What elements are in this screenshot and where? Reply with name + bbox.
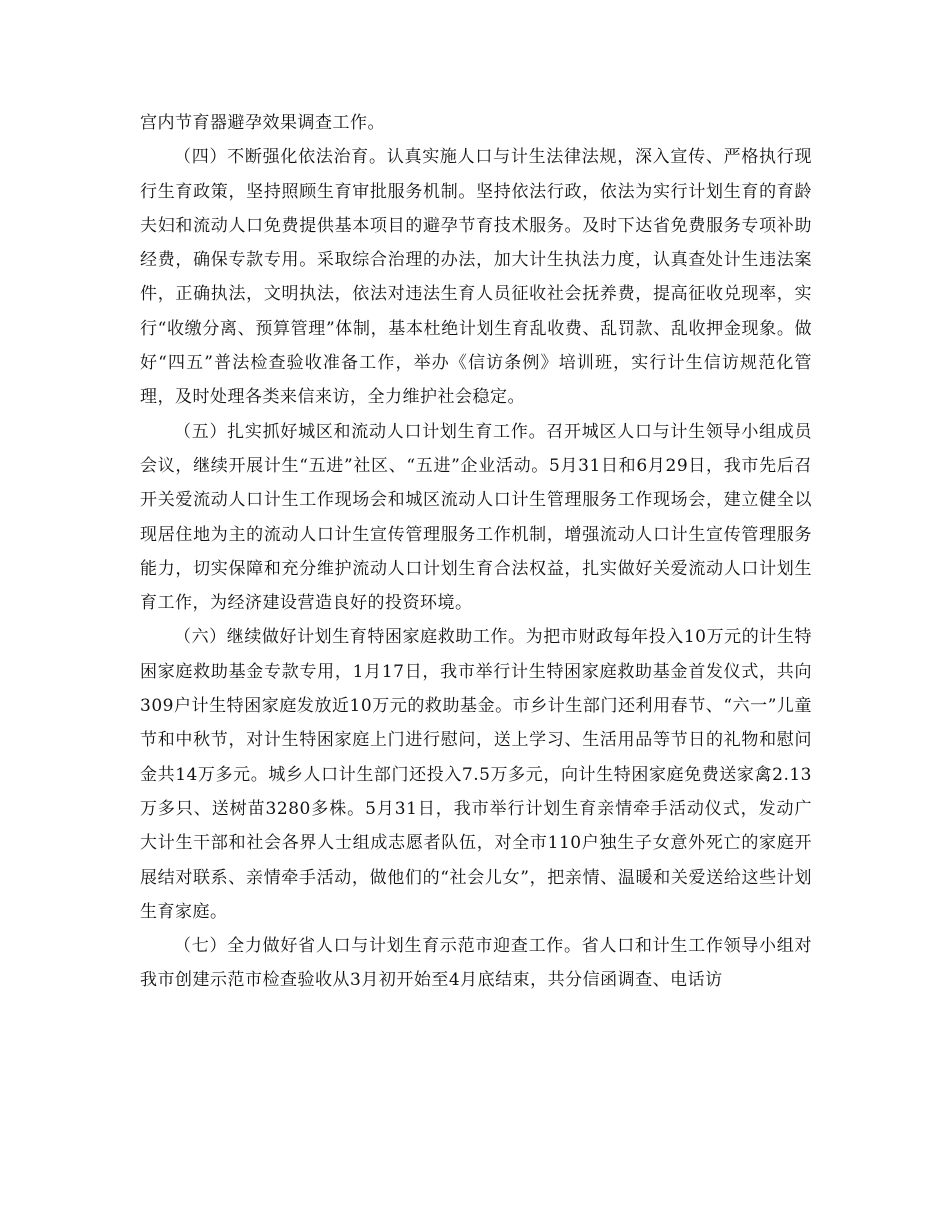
- document-body: [140, 106, 812, 998]
- paragraph-section-5: （五）扎实抓好城区和流动人口计划生育工作。召开城区人口与计生领导小组成员会议，继续开展计生“五进”社区、“五进”企业活动。5月31日和6月29日，我市先后召开关爱流动人口计生工作现场会和城区流动人口计生管理服务工作现场会，建立健全以现居住地为主的流动人口计生宣传管理服务工作机制，增强流动人口计生宣传管理服务能力，切实保障和充分维护流动人口计划生育合法权益，扎实做好关爱流动人口计划生育工作，为经济建设营造良好的投资环境。: [140, 421, 812, 614]
- paragraph-continuation: 宫内节育器避孕效果调查工作。: [140, 113, 385, 133]
- paragraph-section-6: （六）继续做好计划生育特困家庭救助工作。为把市财政每年投入10万元的计生特困家庭救助基金专款专用，1月17日，我市举行计生特困家庭救助基金首发仪式，共向309户计生特困家庭发放近10万元的救助基金。市乡计生部门还利用春节、“六一”儿童节和中秋节，对计生特困家庭上门进行慰问，送上学习、生活用品等节日的礼物和慰问金共14万多元。城乡人口计生部门还投入7.5万多元，向计生特困家庭免费送家禽2.13万多只、送树苗3280多株。5月31日，我市举行计划生育亲情牵手活动仪式，发动广大计生干部和社会各界人士组成志愿者队伍，对全市110户独生子女意外死亡的家庭开展结对联系、亲情牵手活动，做他们的“社会儿女”，把亲情、温暖和关爱送给这些计划生育家庭。: [140, 627, 812, 922]
- paragraph-section-4: （四）不断强化依法治育。认真实施人口与计生法律法规，深入宣传、严格执行现行生育政策，坚持照顾生育审批服务机制。坚持依法行政，依法为实行计划生育的育龄夫妇和流动人口免费提供基本项目的避孕节育技术服务。及时下达省免费服务专项补助经费，确保专款专用。采取综合治理的办法，加大计生执法力度，认真查处计生违法案件，正确执法，文明执法，依法对违法生育人员征收社会抚养费，提高征收兑现率，实行“收缴分离、预算管理”体制，基本杜绝计划生育乱收费、乱罚款、乱收押金现象。做好“四五”普法检查验收准备工作，举办《信访条例》培训班，实行计生信访规范化管理，及时处理各类来信来访，全力维护社会稳定。: [140, 147, 812, 408]
- paragraph-section-7: （七）全力做好省人口与计划生育示范市迎查工作。省人口和计生工作领导小组对我市创建示范市检查验收从3月初开始至4月底结束，共分信函调查、电话访: [140, 936, 812, 991]
